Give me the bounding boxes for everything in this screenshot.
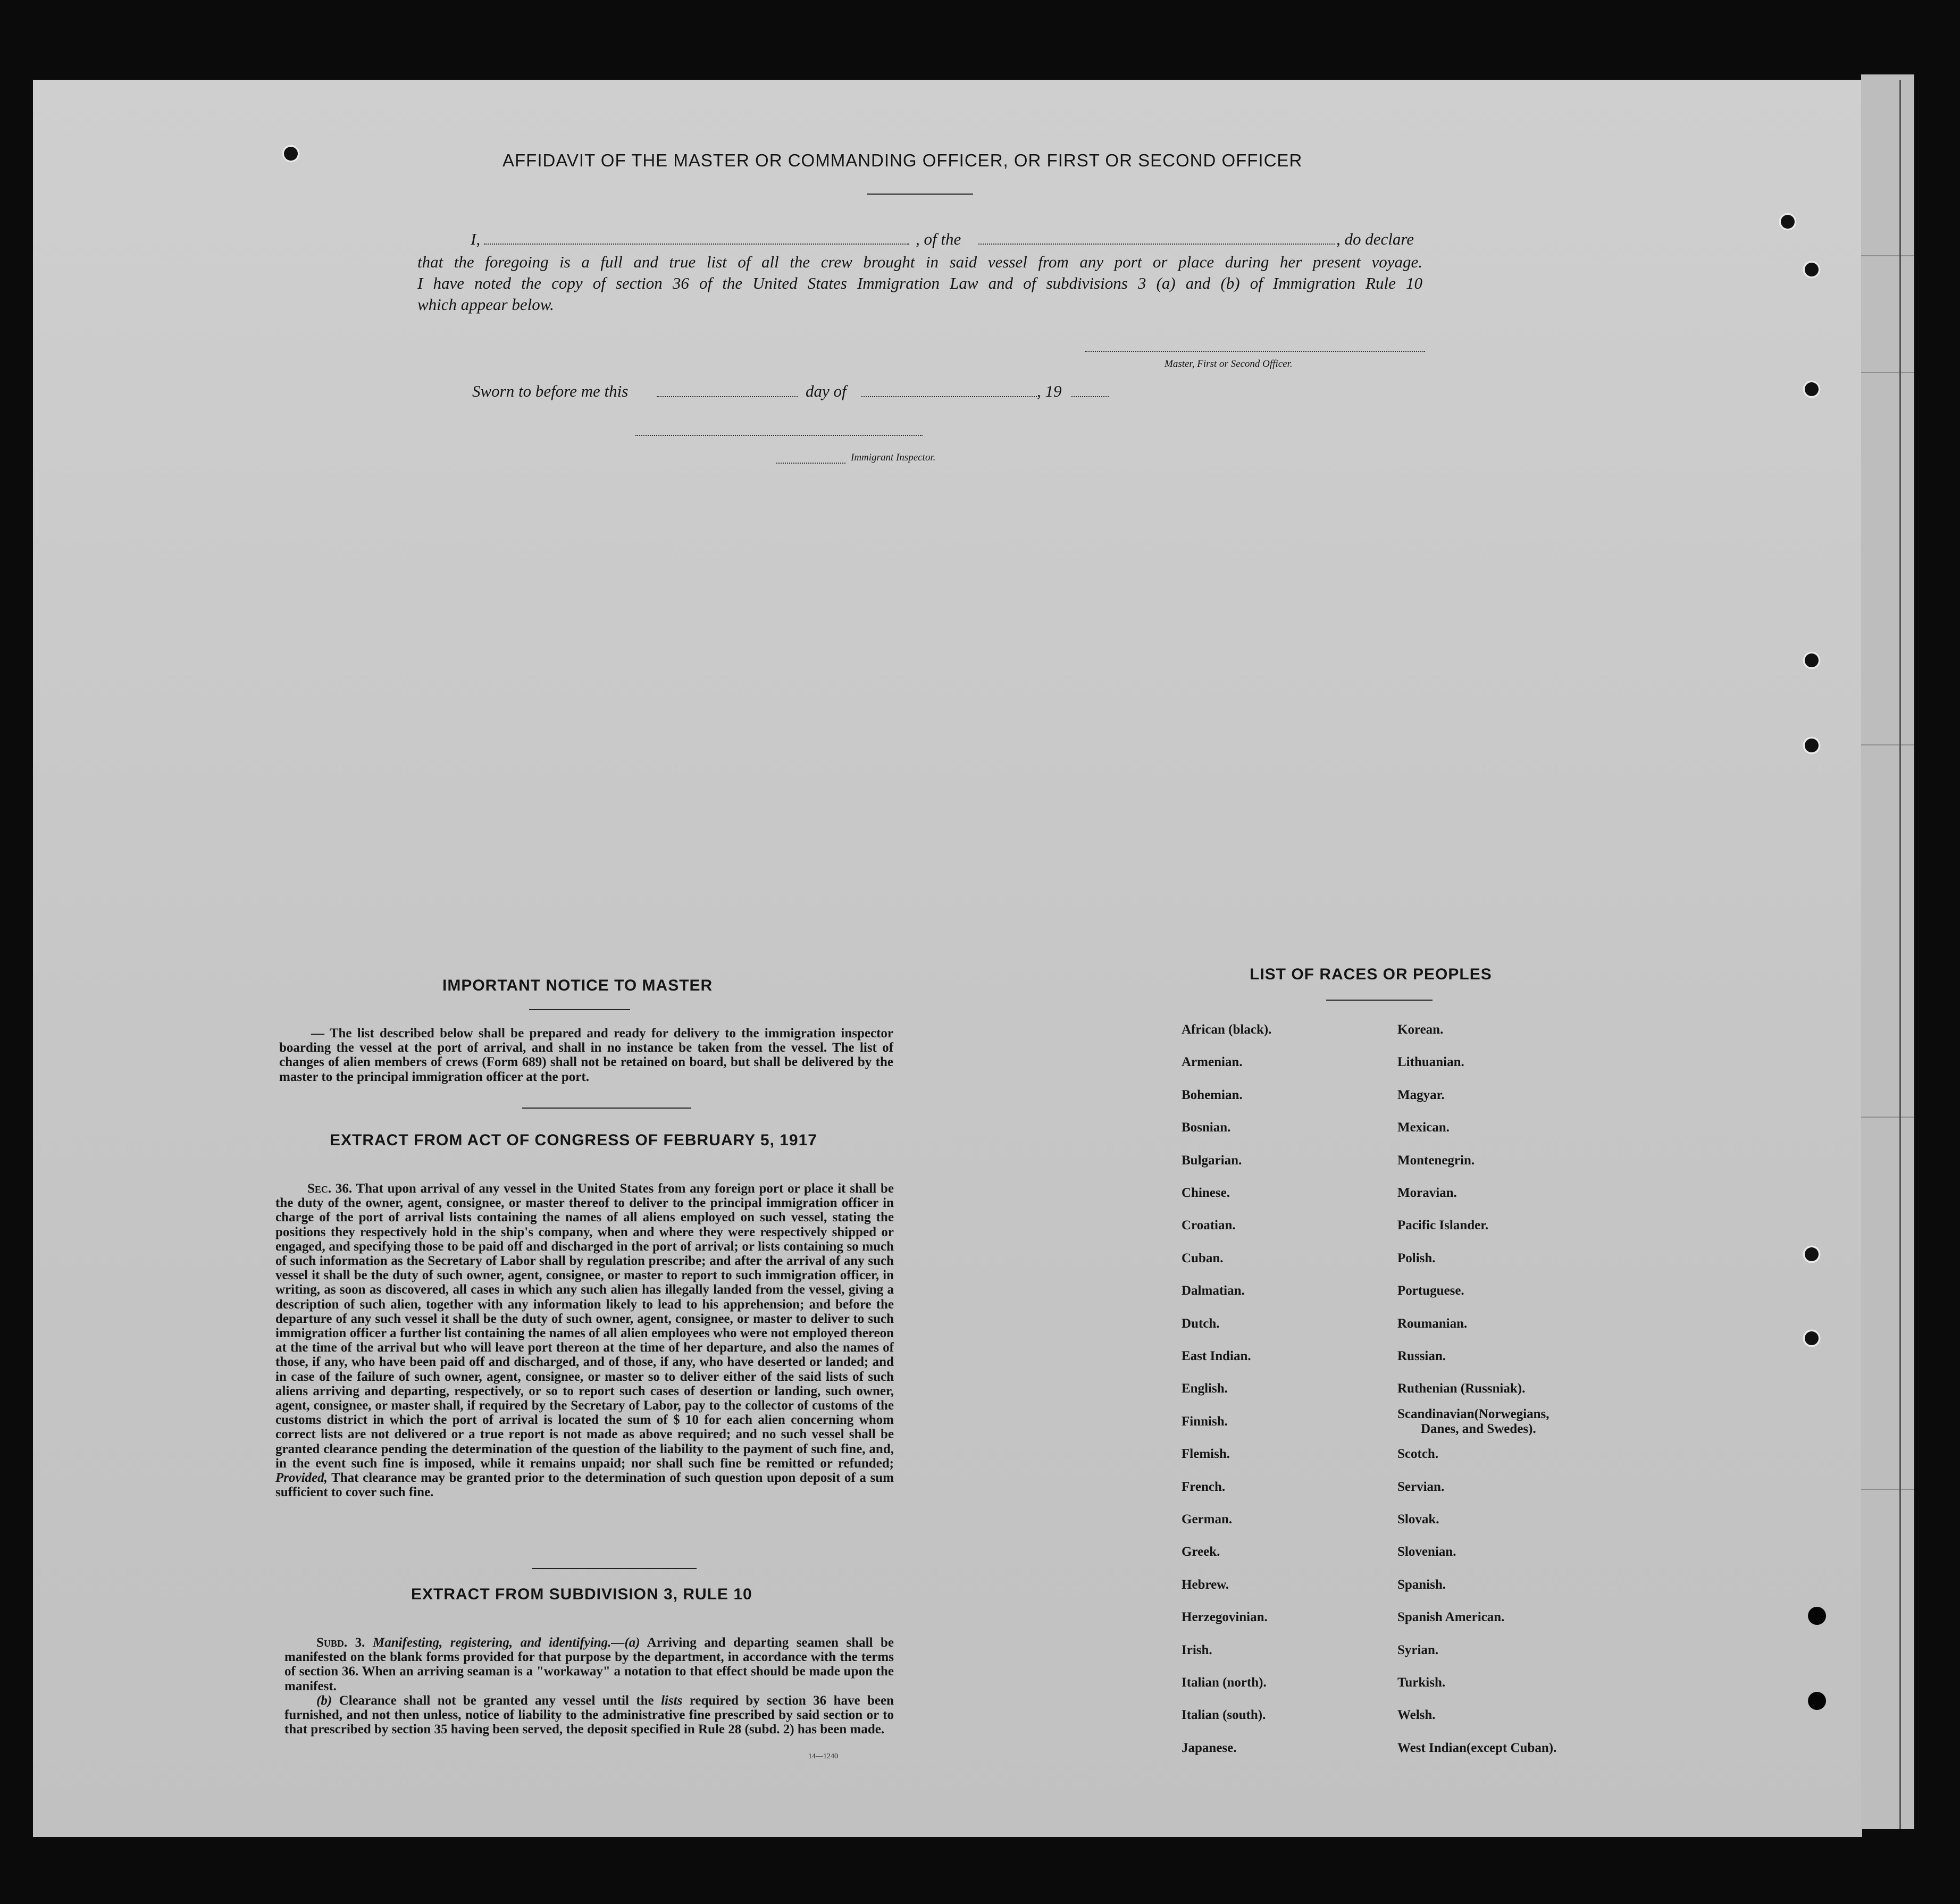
- race-item: Bosnian.: [1182, 1120, 1231, 1135]
- race-item: Greek.: [1182, 1545, 1220, 1559]
- race-item: Bohemian.: [1182, 1087, 1243, 1102]
- race-item: Korean.: [1397, 1022, 1444, 1037]
- race-item: Japanese.: [1182, 1740, 1237, 1755]
- race-item-continuation: Danes, and Swedes).: [1421, 1421, 1536, 1436]
- lists-word: lists: [661, 1693, 683, 1708]
- race-item: East Indian.: [1182, 1349, 1251, 1363]
- act-title: EXTRACT FROM ACT OF CONGRESS OF FEBRUARY 5, 1917: [330, 1131, 817, 1149]
- race-item: Servian.: [1397, 1479, 1445, 1494]
- race-item: Ruthenian (Russniak).: [1397, 1381, 1526, 1396]
- race-item: Welsh.: [1397, 1708, 1436, 1723]
- race-item: Turkish.: [1397, 1675, 1446, 1690]
- race-item: Irish.: [1182, 1642, 1212, 1657]
- race-item: Dalmatian.: [1182, 1284, 1245, 1298]
- race-item: Polish.: [1397, 1251, 1436, 1265]
- affidavit-i: I,: [471, 230, 481, 248]
- race-item: Scotch.: [1397, 1447, 1439, 1462]
- race-item: Montenegrin.: [1397, 1153, 1475, 1168]
- subd-b-text-1: Clearance shall not be granted any vessel until the: [339, 1693, 654, 1708]
- race-item: Croatian.: [1182, 1218, 1236, 1233]
- race-item: Moravian.: [1397, 1186, 1457, 1200]
- race-item: West Indian(except Cuban).: [1397, 1740, 1557, 1755]
- race-item: Slovenian.: [1397, 1545, 1456, 1559]
- provided-word: Provided,: [275, 1471, 328, 1486]
- affidavit-line-2: that the foregoing is a full and true list of all the crew brought in said vessel from any port or place during her present voyage.: [417, 253, 1422, 271]
- year-text: , 19: [1037, 382, 1062, 400]
- race-item: Herzegovinian.: [1182, 1610, 1268, 1625]
- affidavit-declare: , do declare: [1336, 230, 1414, 248]
- inspector-caption: Immigrant Inspector.: [851, 452, 936, 463]
- race-item: Portuguese.: [1397, 1284, 1464, 1298]
- race-item: Spanish American.: [1397, 1610, 1505, 1625]
- race-item: Scandinavian(Norwegians,: [1397, 1406, 1549, 1421]
- subd-label: Subd. 3.: [316, 1635, 365, 1650]
- race-item: German.: [1182, 1512, 1233, 1526]
- affidavit-line-4: which appear below.: [417, 295, 554, 314]
- race-item: Armenian.: [1182, 1055, 1243, 1070]
- notice-paragraph: — The list described below shall be prepared and ready for delivery to the immigration inspector boarding the vessel at the port of arrival, and shall in no instance be taken from the vessel. The list of changes of alien members of crews (Form 689) shall not be retained on board, but shall be delivered by the master to the principal immigration officer at the port.: [279, 1026, 893, 1084]
- race-item: Lithuanian.: [1397, 1055, 1464, 1070]
- race-item: English.: [1182, 1381, 1228, 1396]
- master-caption: Master, First or Second Officer.: [1165, 358, 1293, 370]
- subd-heading: Manifesting, registering, and identifying.—(a): [372, 1635, 640, 1650]
- race-item: Spanish.: [1397, 1577, 1446, 1592]
- race-item: Syrian.: [1397, 1642, 1439, 1657]
- sec-36-body: That upon arrival of any vessel in the United States from any foreign port or place it shall be the duty of the owner, agent, consignee, or master thereof to deliver to the principal immigration officer in charge of the port of arrival lists containing the names of all aliens employed on such vessel, stating the positions they respectively hold in the ship's company, when and where they were respectively shipped or engaged, and specifying those to be paid off and discharged in the port of arrival; or lists containing so much of such information as the Secretary of Labor shall by regulation prescribe; and after the arrival of any such vessel it shall be the duty of such owner, agent, consignee, or master to report to such immigration officer, in writing, as soon as discovered, all cases in which any such alien has illegally landed from the vessel, giving a description of such alien, together with any information likely to lead to his apprehension; and before the departure of any such vessel it shall be the duty of such owner, agent, consignee, or master to deliver to such immigration officer a further list containing the names of all alien employees who were not employed thereon at the time of the arrival but who will leave port thereon at the time of her departure, and also the names of those, if any, who have been paid off and discharged, and of those, if any, who have deserted or landed; and in case of the failure of such owner, agent, consignee, or master so to deliver either of the said lists of such aliens arriving and departing, respectively, or so to report such cases of desertion or landing, such owner, agent, consignee, or master shall, if required by the Secretary of Labor, pay to the collector of customs of the customs district in which the port of arrival is located the sum of $ 10 for each alien concerning whom correct lists are not delivered or a true report is not made as above required; and no such vessel shall be granted clearance pending the determination of the question of the liability to the payment of such fine, and, in the event such fine is imposed, while it remains unpaid; nor shall such fine be remitted or refunded;: [275, 1181, 894, 1471]
- race-item: African (black).: [1182, 1022, 1272, 1037]
- race-item: Russian.: [1397, 1349, 1446, 1363]
- races-title: LIST OF RACES OR PEOPLES: [1250, 966, 1492, 983]
- race-item: Chinese.: [1182, 1186, 1230, 1200]
- rule10-title: EXTRACT FROM SUBDIVISION 3, RULE 10: [411, 1586, 752, 1603]
- race-item: Bulgarian.: [1182, 1153, 1242, 1168]
- race-item: Hebrew.: [1182, 1577, 1229, 1592]
- race-item: Mexican.: [1397, 1120, 1450, 1135]
- affidavit-line-3: I have noted the copy of section 36 of the United States Immigration Law and of subdivisions 3 (a) and (b) of Immigration Rule 10: [417, 274, 1422, 292]
- notice-title: IMPORTANT NOTICE TO MASTER: [442, 977, 713, 994]
- subd-b-text-2: required by section 36 have been furnished, and not then unless, notice of liability to the administrative fine prescribed by said section or to that prescribed by section 35 having been served, the deposit specified in Rule 28 (subd. 2) has been made.: [284, 1693, 894, 1737]
- race-item: Flemish.: [1182, 1447, 1230, 1462]
- race-item: Italian (north).: [1182, 1675, 1267, 1690]
- race-item: Pacific Islander.: [1397, 1218, 1489, 1233]
- day-of: day of: [806, 382, 847, 400]
- sec-36-end: That clearance may be granted prior to the determination of such question upon deposit of a sum sufficient to cover such fine.: [275, 1471, 894, 1500]
- subd-a-text: Arriving and departing seamen shall be manifested on the blank forms provided for that purpose by the department, in accordance with the terms of section 36. When an arriving seaman is a "workaway" a notation to that effect should be made upon the manifest.: [284, 1635, 894, 1693]
- race-item: Roumanian.: [1397, 1316, 1468, 1331]
- sworn-text: Sworn to before me this: [472, 382, 629, 400]
- race-item: Cuban.: [1182, 1251, 1224, 1265]
- b-label: (b): [316, 1693, 332, 1708]
- affidavit-of-the: , of the: [916, 230, 961, 248]
- race-item: Slovak.: [1397, 1512, 1439, 1526]
- affidavit-title: AFFIDAVIT OF THE MASTER OR COMMANDING OFFICER, OR FIRST OR SECOND OFFICER: [502, 150, 1303, 170]
- form-number: 14—1240: [808, 1752, 838, 1760]
- race-item: Italian (south).: [1182, 1708, 1266, 1723]
- race-item: Dutch.: [1182, 1316, 1220, 1331]
- race-item: Magyar.: [1397, 1087, 1445, 1102]
- race-item: French.: [1182, 1479, 1226, 1494]
- sec-label: Sec. 36.: [307, 1181, 353, 1196]
- race-item: Finnish.: [1182, 1414, 1228, 1429]
